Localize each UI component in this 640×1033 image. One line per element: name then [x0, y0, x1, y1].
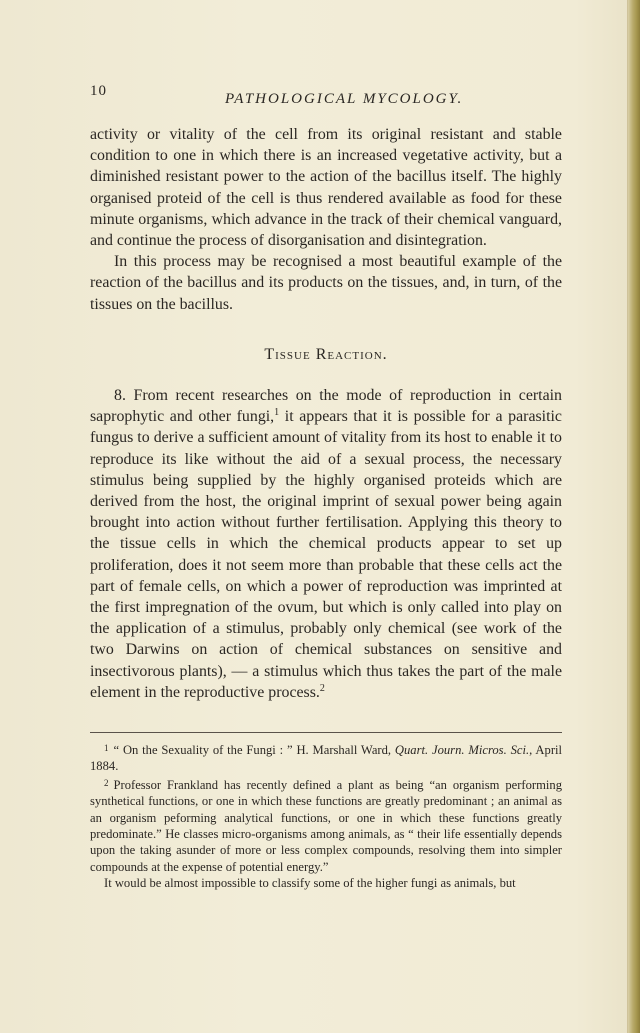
paragraph: In this process may be recognised a most beautiful example of the reaction of the bacillus and its products on the tissues, and, in turn, of the tissues on the bacillus.	[90, 253, 562, 313]
footnote-text: “ On the Sexuality of the Fungi : ” H. Marshall Ward,	[113, 743, 395, 757]
paragraph: activity or vitality of the cell from its original resistant and stable condition to one in which there is an increased vegetative activity, but a diminished resistant power to the action of the bacillus itself. The highly organised proteid of the cell is thus rendered available as food for these minute organisms, which advance in the track of their chemical vanguard, and continue the process of disorganisation and disintegration.	[90, 126, 562, 250]
journal-title: Quart. Journ. Micros. Sci.	[394, 743, 530, 757]
paragraph-text: 8. From recent researches on the mode of reproduction in certain saprophytic and other fungi,	[90, 387, 562, 426]
footnote-continuation: It would be almost impossible to classify some of the higher fungi as animals, but	[104, 876, 516, 891]
footnote-rule	[90, 732, 562, 733]
page-edge	[628, 0, 640, 1033]
main-text	[90, 124, 562, 703]
section-heading: Tissue Reaction.	[264, 345, 388, 363]
paragraph	[90, 385, 562, 703]
footnote-reference: 1	[274, 407, 280, 419]
footnote	[90, 775, 562, 875]
footnote	[90, 740, 562, 775]
running-head: PATHOLOGICAL MYCOLOGY.	[225, 91, 464, 107]
footnotes	[90, 740, 562, 892]
footnote-reference: 2	[319, 682, 325, 694]
footnote-marker: 1	[104, 743, 109, 753]
footnote-marker: 2	[104, 777, 109, 788]
page-header	[90, 83, 570, 113]
footnote-text: , April 1884.	[90, 743, 563, 774]
footnote-text: Professor Frankland has recently defined a plant as being “an organism performing synthetical functions, or one in which these functions are greatly predominant ; an animal as an organism peforming analytical functions, or one in which these functions greatly predominate.” He classes micro-organisms among animals, as “ their life essentially depends upon the taking asunder of more or less complex compounds, resolving them into simpler compounds at the expense of potential energy.”	[90, 777, 562, 874]
page-number: 10	[90, 83, 107, 99]
paragraph-text: it appears that it is possible for a parasitic fungus to derive a sufficient amount of vitality from its host to enable it to reproduce its like without the aid of a sexual process, the necessary stimulus being supplied by the highly organised proteids which are derived from the host, the original imprint of sexual power being again brought into action without further fertilisation. Applying this theory to the tissue cells in which the chemical products appear to set up proliferation, does it not seem more than probable that these cells act the part of female cells, on which a power of reproduction was imprinted at the first impregnation of the ovum, but which is only called into play on the application of a stimulus, probably only chemical (see work of the two Darwins on action of chemical substances on sensitive and insectivorous plants), — a stimulus which thus takes the part of the male element in the reproductive process.	[90, 408, 562, 701]
